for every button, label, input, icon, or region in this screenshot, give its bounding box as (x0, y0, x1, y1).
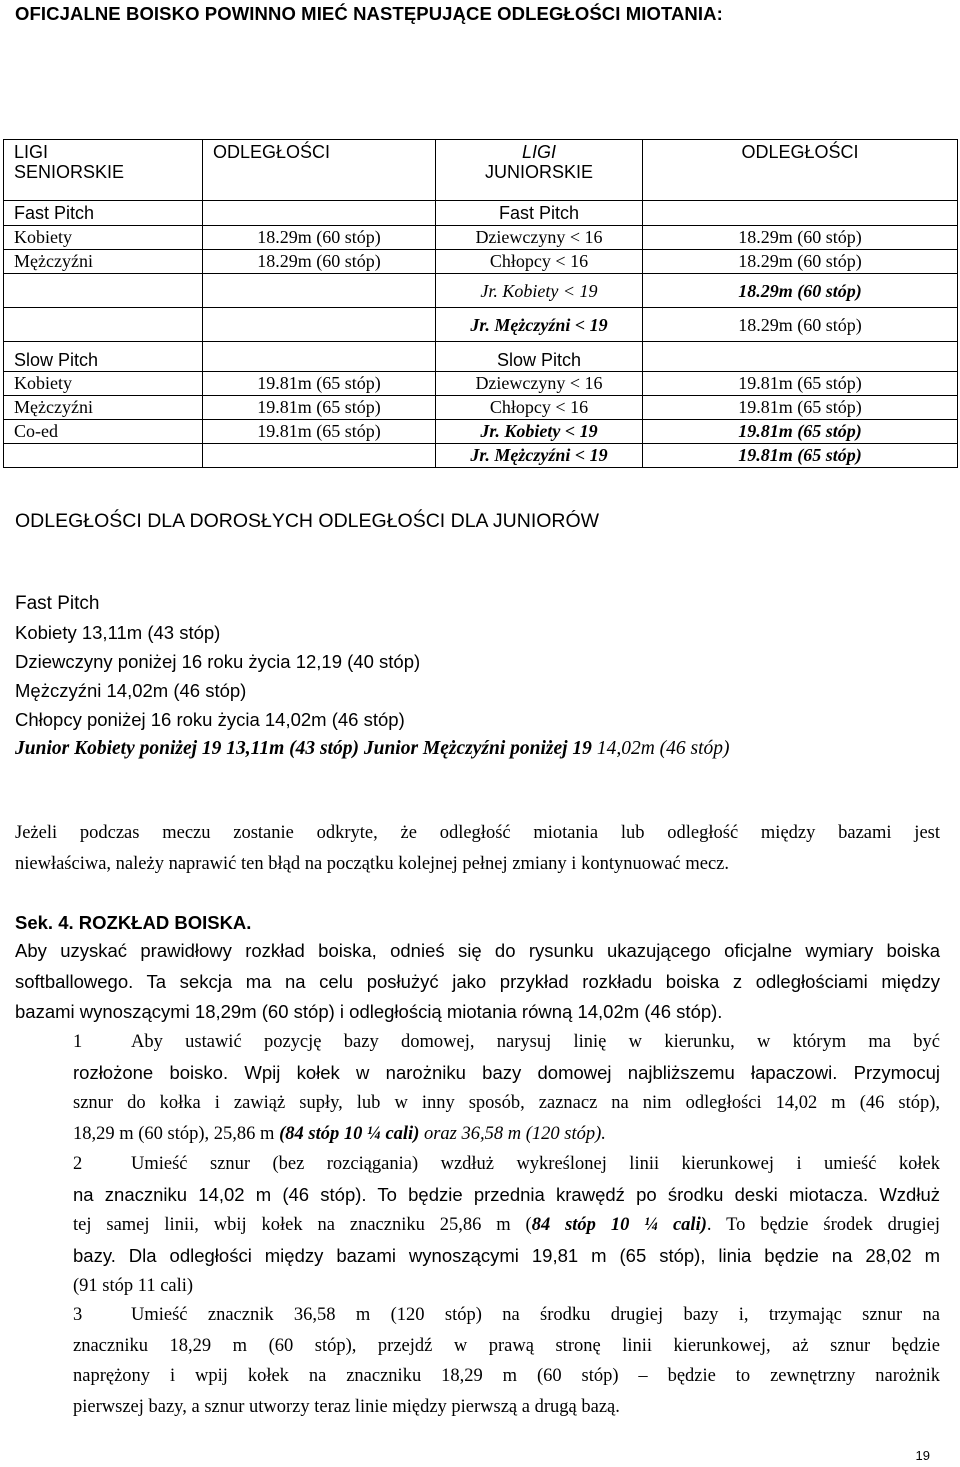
header-junior-leagues: LIGI JUNIORSKIE (436, 140, 643, 201)
section-subtitle-fast-pitch: Fast Pitch (15, 593, 100, 614)
page-heading: OFICJALNE BOISKO POWINNO MIEĆ NASTĘPUJĄCE ODLEGŁOŚCI MIOTANIA: (15, 3, 723, 24)
junior-distance-line: Junior Kobiety poniżej 19 13,11m (43 stóp) Junior Mężczyźni poniżej 19 14,02m (46 stóp) (15, 738, 730, 759)
layout-intro-paragraph: Aby uzyskać prawidłowy rozkład boiska, odnieś się do rysunku ukazującego oficjalne wymiary boiska softballowego. Ta sekcja ma na celu posłużyć jako przykład rozkładu boiska z odległościami między bazami wynoszącymi 18,29m (60 stóp) i odległością miotania równą 14,02m (46 stóp). (15, 940, 940, 1022)
section-slow-pitch-senior: Slow Pitch (4, 342, 203, 372)
distance-line: Dziewczyny poniżej 16 roku życia 12,19 (40 stóp) (15, 651, 421, 672)
distance-line: Kobiety 13,11m (43 stóp) (15, 622, 221, 643)
table-section-row (4, 201, 958, 226)
table-row: Kobiety 18.29m (60 stóp) Dziewczyny < 16 18.29m (60 stóp) (4, 226, 958, 250)
table-row: Jr. Mężczyźni < 19 19.81m (65 stóp) (4, 444, 958, 468)
section-slow-pitch-junior: Slow Pitch (436, 342, 643, 372)
step-number: 1 (73, 1032, 83, 1052)
pitching-distance-table (3, 139, 958, 468)
table-row: Co-ed 19.81m (65 stóp) Jr. Kobiety < 19 19.81m (65 stóp) (4, 420, 958, 444)
step-number: 3 (73, 1305, 83, 1325)
note-paragraph: Jeżeli podczas meczu zostanie odkryte, że odległość miotania lub odległość między bazami jest niewłaściwa, należy naprawić ten błąd na początku kolejnej pełnej zmiany i kontynuować mecz. (15, 823, 940, 874)
layout-step-1: 1 Aby ustawić pozycję bazy domowej, narysuj linię w kierunku, w którym ma być rozłożone boisko. Wpij kołek w narożniku bazy domowej najbliższemu łapaczowi. Przymocuj sznur do kołka i zawiąż supły, lub w inny sposób, zaznacz na nim odległości 14,02 m (46 stóp), 18,29 m (60 stóp), 25,86 m (84 stóp 10 ¼ cali) oraz 36,58 m (120 stóp). (15, 1027, 940, 1149)
layout-step-3: 3 Umieść znacznik 36,58 m (120 stóp) na środku drugiej bazy i, trzymając sznur na znaczniku 18,29 m (60 stóp), przejdź w prawą stronę linii kierunkowej, aż sznur będzie naprężony i wpij kołek na znaczniku 18,29 m (60 stóp) – będzie to zewnętrzny narożnik pierwszej bazy, a sznur utworzy teraz linie między pierwszą a drugą bazą. (15, 1300, 940, 1422)
distance-line: Chłopcy poniżej 16 roku życia 14,02m (46 stóp) (15, 709, 405, 730)
section-title-distances: ODLEGŁOŚCI DLA DOROSŁYCH ODLEGŁOŚCI DLA JUNIORÓW (15, 510, 600, 532)
step-number: 2 (73, 1154, 83, 1174)
table-row: Mężczyźni 18.29m (60 stóp) Chłopcy < 16 18.29m (60 stóp) (4, 250, 958, 274)
distance-line: Mężczyźni 14,02m (46 stóp) (15, 680, 247, 701)
header-junior-distances: ODLEGŁOŚCI (643, 140, 958, 201)
table-row: Jr. Mężczyźni < 19 18.29m (60 stóp) (4, 308, 958, 342)
table-header-row (4, 140, 958, 201)
table-row: Jr. Kobiety < 19 18.29m (60 stóp) (4, 274, 958, 308)
table-row: Mężczyźni 19.81m (65 stóp) Chłopcy < 16 19.81m (65 stóp) (4, 396, 958, 420)
page-number: 19 (915, 1448, 930, 1463)
layout-step-2: 2 Umieść sznur (bez rozciągania) wzdłuż wykreślonej linii kierunkowej i umieść kołek na znaczniku 14,02 m (46 stóp). To będzie przednia krawędź po środku deski miotacza. Wzdłuż tej samej linii, wbij kołek na znaczniku 25,86 m (84 stóp 10 ¼ cali). To będzie środek drugiej bazy. Dla odległości między bazami wynoszącymi 19,81 m (65 stóp), linia będzie na 28,02 m (91 stóp 11 cali) (15, 1149, 940, 1302)
section-fast-pitch-junior: Fast Pitch (436, 201, 643, 226)
table-row: Kobiety 19.81m (65 stóp) Dziewczyny < 16 19.81m (65 stóp) (4, 372, 958, 396)
section-fast-pitch-senior: Fast Pitch (4, 201, 203, 226)
section-title-layout: Sek. 4. ROZKŁAD BOISKA. (15, 912, 252, 933)
table-section-row (4, 342, 958, 372)
header-senior-distances: ODLEGŁOŚCI (203, 140, 436, 201)
header-senior-leagues: LIGI SENIORSKIE (4, 140, 203, 201)
